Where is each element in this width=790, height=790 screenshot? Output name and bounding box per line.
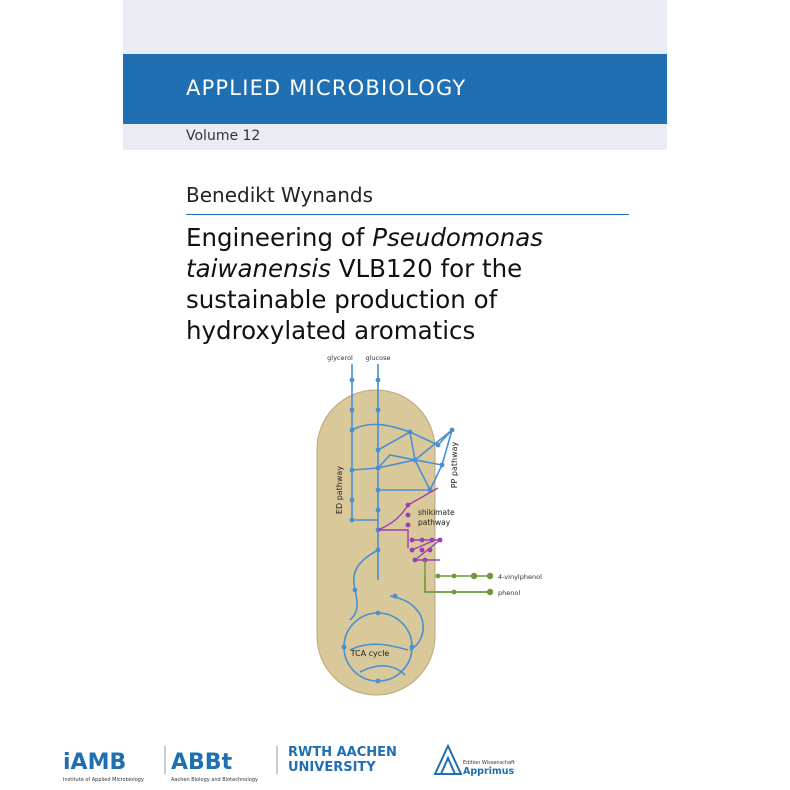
glycerol-label: glycerol xyxy=(327,354,353,362)
abbt-logo-text: ABBt xyxy=(171,750,233,775)
apprimus-logo xyxy=(435,746,515,777)
logos-row xyxy=(63,740,623,785)
iamb-logo-subtitle: Institute of Applied Microbiology xyxy=(63,777,144,783)
product-phenol: phenol xyxy=(498,589,521,597)
iamb-logo-text: iAMB xyxy=(63,750,127,775)
author-name: Benedikt Wynands xyxy=(186,183,374,207)
top-band xyxy=(123,0,667,54)
tca-cycle-label: TCA cycle xyxy=(350,649,390,658)
rwth-logo xyxy=(288,745,397,775)
rwth-logo-line1: RWTH AACHEN xyxy=(288,745,397,760)
apprimus-emblem-icon xyxy=(435,746,461,774)
product-4-vinylphenol: 4-vinylphenol xyxy=(498,573,542,581)
title-part-1: Engineering of xyxy=(186,223,373,252)
publisher-line1: Edition Wissenschaft xyxy=(463,760,515,766)
publisher-line2: Apprimus xyxy=(463,766,515,777)
metabolic-diagram xyxy=(190,350,560,710)
shikimate-label-1: shikimate xyxy=(418,508,455,517)
pp-pathway-label: PP pathway xyxy=(450,441,459,489)
book-title xyxy=(186,222,626,346)
glucose-label: glucose xyxy=(365,354,391,362)
abbt-logo xyxy=(171,750,258,783)
ed-pathway-label: ED pathway xyxy=(335,465,344,515)
title-italic-1: Pseudomonas xyxy=(372,223,544,252)
shikimate-label-2: pathway xyxy=(418,518,451,527)
title-part-2: VLB120 for the sustainable production of hydroxylated aromatics xyxy=(186,254,523,345)
title-divider xyxy=(186,214,629,215)
volume-label: Volume 12 xyxy=(186,128,261,144)
title-italic-2: taiwanensis xyxy=(186,254,331,283)
series-title: APPLIED MICROBIOLOGY xyxy=(186,76,467,100)
iamb-logo xyxy=(63,750,144,783)
abbt-logo-subtitle: Aachen Biology and Biotechnology xyxy=(171,777,258,783)
rwth-logo-line2: UNIVERSITY xyxy=(288,760,376,775)
